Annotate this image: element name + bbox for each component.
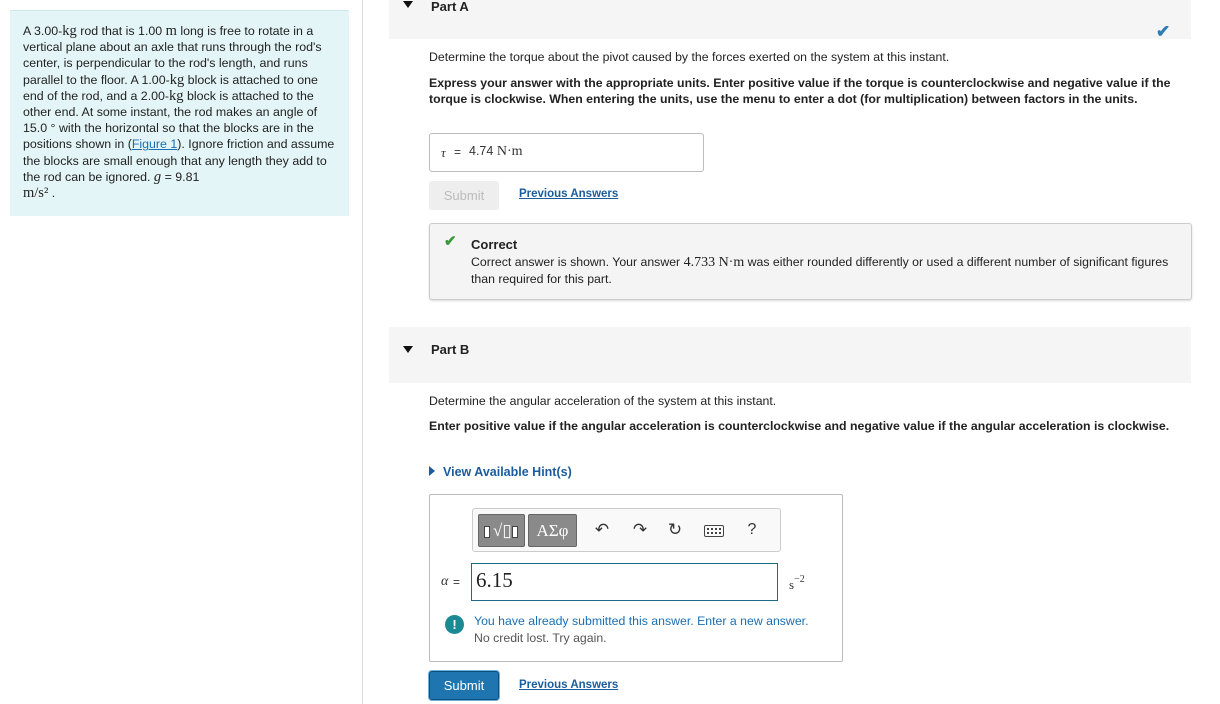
unit-kg: kg [62, 23, 77, 39]
redo-icon[interactable]: ↷ [632, 520, 648, 539]
reset-icon[interactable]: ↻ [667, 520, 683, 539]
greek-symbols-button[interactable]: ΑΣφ [528, 514, 577, 547]
warning-icon: ! [445, 615, 464, 634]
problem-text: long is free to rotate in a vertical plane about an axle that runs through the rod's center, is perpendicular to the rod's length, and runs parallel to the floor. A 1.00- [23, 24, 322, 87]
unit-base: s [789, 577, 795, 592]
completed-check-icon: ✔ [1156, 22, 1171, 41]
unit-kg: kg [169, 87, 184, 104]
problem-text: block is attached to one end of the rod, and a 2.00- [23, 72, 318, 103]
feedback-title: Correct [471, 237, 518, 252]
box-icon [512, 526, 518, 538]
box-icon [484, 526, 490, 538]
angular-acceleration-input[interactable]: 6.15 [471, 563, 778, 601]
answer-value: 4.74 [469, 144, 494, 158]
part-b-answer-panel [429, 494, 843, 662]
part-a-feedback [429, 223, 1192, 300]
collapse-triangle-icon[interactable] [403, 1, 413, 8]
feedback-body [471, 254, 1181, 287]
equals-sign: = [454, 145, 462, 159]
g-unit: m/s² [23, 185, 49, 202]
answer-unit [789, 574, 805, 593]
view-hints-link[interactable] [429, 465, 572, 479]
g-value: = 9.81 [161, 169, 200, 184]
feedback-value: 4.733 N·m [683, 255, 745, 270]
collapse-triangle-icon[interactable] [403, 346, 413, 353]
undo-icon[interactable]: ↶ [594, 520, 610, 539]
part-a-answer-box [429, 133, 704, 172]
part-b-header[interactable] [389, 327, 1191, 383]
problem-text: block is attached to the other end. At some instant, the rod makes an angle of 15.0 ° with the horizontal so that the blocks are in the positions shown in ( [23, 88, 318, 152]
equals-sign: = [453, 575, 461, 589]
help-button[interactable]: ? [747, 521, 757, 538]
part-a-question: Determine the torque about the pivot caused by the forces exerted on the system at this instant. [429, 50, 950, 64]
radical-icon: √▯ [493, 521, 512, 540]
unit-m: m [165, 23, 177, 39]
g-symbol: g [153, 168, 162, 185]
part-a-header[interactable] [389, 0, 1191, 39]
warning-line-2: No credit lost. Try again. [474, 631, 607, 645]
keyboard-icon[interactable] [704, 525, 724, 537]
part-b-title: Part B [431, 342, 470, 357]
unit-exponent: −2 [794, 574, 805, 585]
problem-statement [10, 10, 349, 216]
column-divider [362, 0, 363, 704]
math-toolbar [472, 508, 781, 552]
part-b-submit-button[interactable]: Submit [429, 671, 499, 700]
part-a-instructions: Express your answer with the appropriate units. Enter positive value if the torque is counterclockwise and negative value if the torque is clockwise. When entering the units, use the menu to enter a dot (for multiplication) between factors in the units. [429, 76, 1171, 106]
problem-text: A 3.00- [23, 24, 63, 38]
unit-kg: kg [169, 71, 185, 88]
part-b-question: Determine the angular acceleration of the system at this instant. [429, 394, 777, 408]
answer-unit: N·m [496, 144, 523, 159]
part-a-title: Part A [431, 0, 469, 14]
problem-text: . [48, 186, 56, 201]
part-a-previous-answers-link[interactable]: Previous Answers [519, 188, 619, 200]
templates-button[interactable] [478, 514, 525, 547]
tau-symbol: τ [441, 145, 446, 160]
correct-check-icon: ✔ [444, 233, 457, 250]
problem-text: ). Ignore friction and assume the blocks are small enough that any length they add to the rod can be ignored. [23, 137, 335, 184]
expand-arrow-icon [429, 466, 435, 476]
part-a-answer [469, 144, 523, 160]
warning-message [474, 613, 844, 647]
feedback-text: was either rounded differently or used a different number of significant figures than required for this part. [471, 255, 1169, 286]
alpha-symbol: α [441, 574, 449, 589]
part-a-submit-button: Submit [429, 181, 499, 210]
feedback-text: Correct answer is shown. Your answer [471, 255, 684, 269]
problem-text: rod that is 1.00 [76, 24, 166, 38]
warning-line-1: You have already submitted this answer. Enter a new answer. [474, 614, 809, 628]
hint-label: View Available Hint(s) [443, 465, 572, 479]
figure-link[interactable]: Figure 1 [131, 137, 178, 152]
part-b-previous-answers-link[interactable]: Previous Answers [519, 679, 619, 691]
part-b-instructions: Enter positive value if the angular acceleration is counterclockwise and negative value if the angular acceleration is clockwise. [429, 419, 1170, 433]
